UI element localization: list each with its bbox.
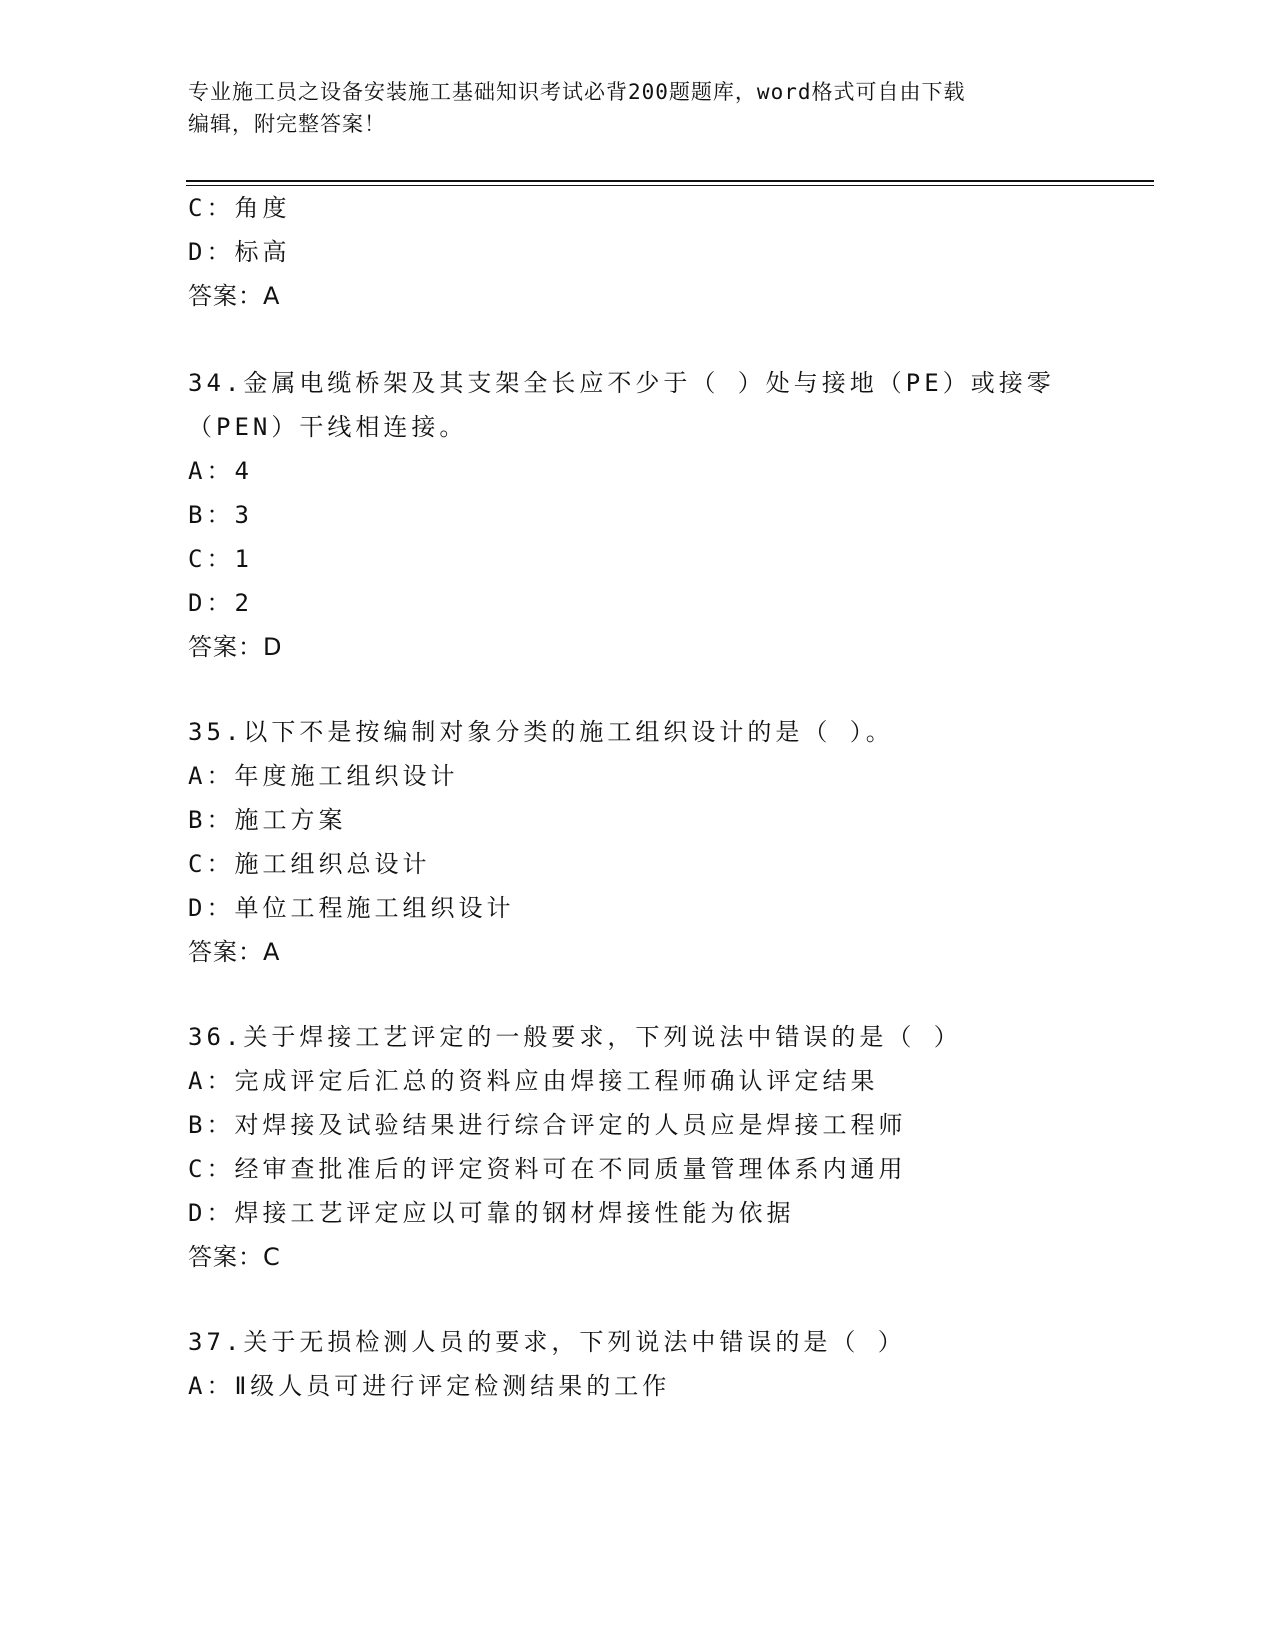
q34-option-b: B：3 [188, 501, 253, 529]
q34-question-line-1: 34.金属电缆桥架及其支架全长应不少于（ ）处与接地（PE）或接零 [188, 369, 1055, 397]
q33-option-c: C：角度 [188, 194, 291, 222]
q35-answer: 答案：A [188, 938, 281, 966]
q35-option-d: D：单位工程施工组织设计 [188, 894, 515, 922]
header-rule-thin [186, 185, 1154, 186]
q35-question: 35.以下不是按编制对象分类的施工组织设计的是（ ）。 [188, 718, 894, 746]
q34-option-d: D：2 [188, 589, 253, 617]
q35-option-c: C：施工组织总设计 [188, 850, 431, 878]
q35-option-b: B：施工方案 [188, 806, 347, 834]
q37-question: 37.关于无损检测人员的要求，下列说法中错误的是（ ） [188, 1328, 906, 1356]
header-rule-thick [186, 180, 1154, 182]
q35-option-a: A：年度施工组织设计 [188, 762, 459, 790]
header-line-1: 专业施工员之设备安装施工基础知识考试必背200题题库，word格式可自由下载 [188, 80, 966, 104]
header-line-2: 编辑，附完整答案！ [188, 112, 386, 136]
q37-option-a: A：Ⅱ级人员可进行评定检测结果的工作 [188, 1372, 671, 1400]
q36-question: 36.关于焊接工艺评定的一般要求，下列说法中错误的是（ ） [188, 1023, 962, 1051]
q36-option-d: D：焊接工艺评定应以可靠的钢材焊接性能为依据 [188, 1199, 795, 1227]
q36-option-c: C：经审查批准后的评定资料可在不同质量管理体系内通用 [188, 1155, 907, 1183]
document-header [188, 76, 1088, 140]
q34-option-c: C：1 [188, 545, 253, 573]
q34-question-line-2: （PEN）干线相连接。 [188, 413, 468, 441]
q33-answer: 答案：A [188, 282, 281, 310]
q36-option-a: A：完成评定后汇总的资料应由焊接工程师确认评定结果 [188, 1067, 879, 1095]
q33-option-d: D：标高 [188, 238, 291, 266]
q36-option-b: B：对焊接及试验结果进行综合评定的人员应是焊接工程师 [188, 1111, 907, 1139]
q36-answer: 答案：C [188, 1243, 281, 1271]
q34-answer: 答案：D [188, 633, 283, 661]
q34-option-a: A：4 [188, 457, 253, 485]
